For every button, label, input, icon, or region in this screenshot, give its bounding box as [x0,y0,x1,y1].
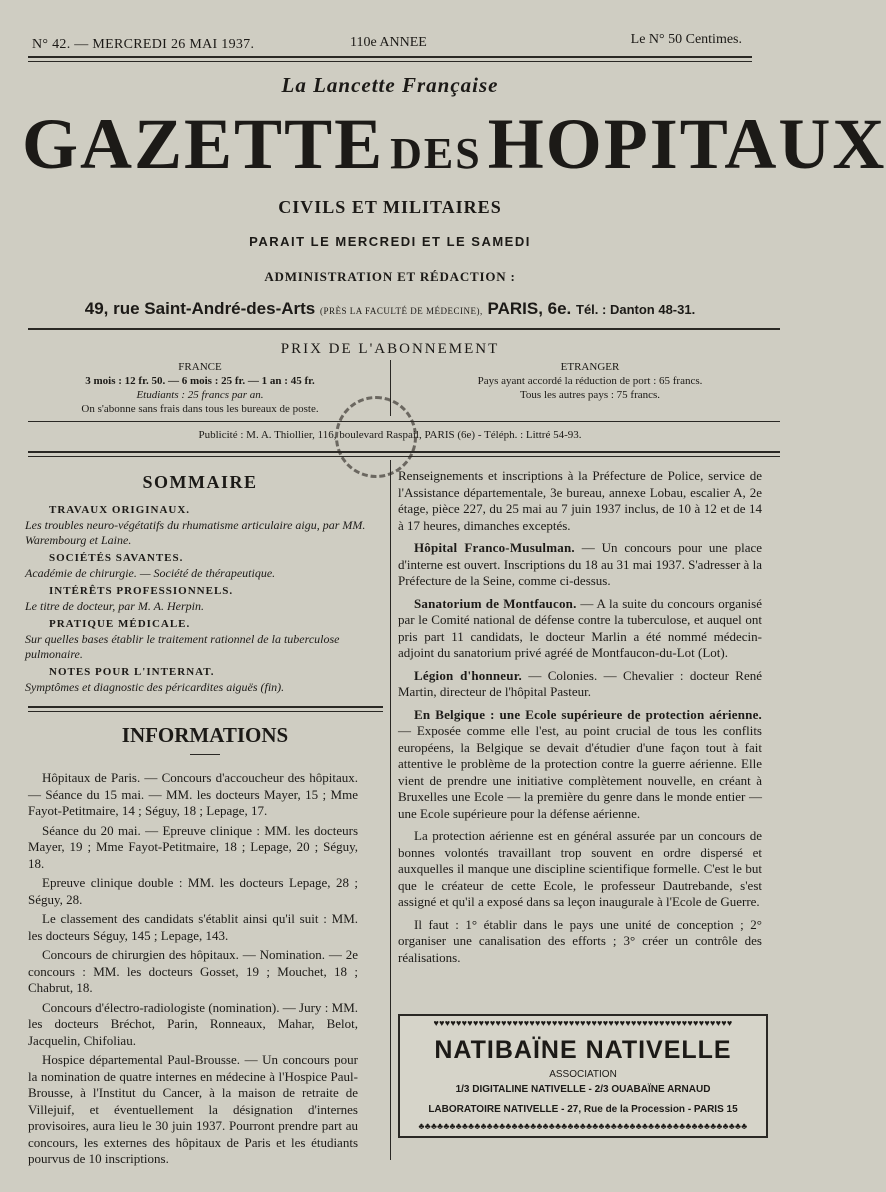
address-street: 49, rue Saint-André-des-Arts [84,299,316,318]
ad-line1: ASSOCIATION [549,1069,617,1080]
right-paragraph [398,596,762,662]
sommaire-item: Symptômes et diagnostic des péricardites aiguës (fin). [25,680,285,694]
right-paragraph [398,540,762,590]
france-prices [40,360,360,416]
address-city: PARIS, 6e. [487,299,572,318]
info-paragraph: Séance du 20 mai. — Epreuve clinique : MM. les docteurs Mayer, 19 ; Mme Fayot-Petitmaire, 18 ; Lepage, 20 ; Séguy, 18. [28,822,358,871]
title-part1: GAZETTE [22,104,385,184]
sommaire-title: SOMMAIRE [142,472,258,492]
etranger-title: ETRANGER [560,361,620,373]
ad-brand: NATIBAÏNE NATIVELLE [434,1036,732,1064]
etranger-line1: Pays ayant accordé la réduction de port : 65 francs. [477,375,703,387]
etranger-line2: Tous les autres pays : 75 francs. [519,389,661,401]
france-line1: 3 mois : 12 fr. 50. — 6 mois : 25 fr. — 1 an : 45 fr. [85,375,315,387]
column-divider [390,460,391,1160]
france-line3: On s'abonne sans frais dans tous les bureaux de poste. [81,403,319,415]
right-column [398,468,762,972]
informations-underline [190,754,220,755]
header-rule [28,56,752,58]
ad-line2: 1/3 DIGITALINE NATIVELLE - 2/3 OUABAÏNE ARNAUD [455,1084,711,1095]
sommaire-section: TRAVAUX ORIGINAUX. [49,504,191,516]
sommaire-item: Académie de chirurgie. — Société de thérapeutique. [25,566,276,580]
heart-border-bottom: ♣♣♣♣♣♣♣♣♣♣♣♣♣♣♣♣♣♣♣♣♣♣♣♣♣♣♣♣♣♣♣♣♣♣♣♣♣♣♣♣♣♣♣♣♣♣♣♣♣♣♣♣♣ [418,1121,748,1131]
etranger-prices [420,360,760,402]
address-note: (PRÈS LA FACULTÉ DE MÉDECINE), [320,306,483,316]
title-part3: HOPITAUX [487,104,886,184]
natibaine-advertisement [398,1014,768,1138]
header-rule-thin [28,61,752,62]
right-paragraph: Renseignements et inscriptions à la Préfecture de Police, service de l'Assistance départementale, 3e bureau, annexe Lobau, escalier A, 2e étage, pièce 227, du 25 mai au 7 juin 1937 inclus, de 10 à 12 et de 14 à 17 heures, dimanches exceptés. [398,468,762,533]
library-stamp [335,396,417,478]
right-heading: Légion d'honneur. [414,667,522,683]
subscription-title: PRIX DE L'ABONNEMENT [280,341,500,357]
info-paragraph: Hospice départemental Paul-Brousse. — Un concours pour la nomination de quatre internes en médecine à l'Hospice Paul-Brousse, à l'Institut du Cancer, à la maison de retraite de Villejuif, et éventuellement la désignation d'internes provisoires, aura lieu le 30 juin 1937. Pourront prendre part au concours, les externes des hôpitaux de Paris et les étudiants pourvus de 10 inscriptions. [28,1052,358,1166]
publicite-line: Publicité : M. A. Thiollier, 116, boulevard Raspail, PARIS (6e) - Téléph. : Littré 54-93. [198,429,582,441]
sommaire-section: INTÉRÊTS PROFESSIONNELS. [49,585,234,597]
sommaire-item: Les troubles neuro-végétatifs du rhumatisme articulaire aigu, par MM. Warembourg et Laine. [25,518,366,547]
info-paragraph: Epreuve clinique double : MM. les docteurs Lepage, 28 ; Séguy, 28. [28,875,358,907]
address-line [0,299,780,319]
schedule-line: PARAIT LE MERCREDI ET LE SAMEDI [249,234,531,249]
sommaire-rule-thin [28,711,383,712]
masthead-title [22,104,886,184]
year-line: 110e ANNEE [350,35,427,50]
right-paragraph [398,707,762,823]
sommaire-section: PRATIQUE MÉDICALE. [49,618,191,630]
heart-border-top: ♥♥♥♥♥♥♥♥♥♥♥♥♥♥♥♥♥♥♥♥♥♥♥♥♥♥♥♥♥♥♥♥♥♥♥♥♥♥♥♥♥♥♥♥♥♥♥♥♥♥♥♥♥ [433,1018,733,1028]
price-line: Le N° 50 Centimes. [630,32,742,47]
masthead-rule [28,328,780,330]
sommaire-section: SOCIÉTÉS SAVANTES. [49,552,184,564]
right-text: — Exposée comme elle l'est, au point crucial de tous les conflits européens, la Belgique se devait d'étudier d'une façon tout à fait attentive le problème de la protection contre la guerre aérienne. Elle vient de prendre une initiative complètement nouvelle, en créant à Bruxelles une Ecole — la première du genre dans le monde entier — une Ecole supérieure pour la défense aérienne. [398,723,762,821]
right-heading: Hôpital Franco-Musulman. [414,540,575,555]
france-title: FRANCE [178,361,222,373]
right-paragraph: La protection aérienne est en général assurée par un concours de bonnes volontés travaillant trop souvent en ordre dispersé et auxquelles il manque une discipline scientifique formelle. C'est le but que le créateur de cette Ecole, le professeur Dautrebande, s'est assigné et qu'il a exposé dans sa leçon inaugurale à l'Ecole de Guerre. [398,828,762,909]
info-paragraph: Concours de chirurgien des hôpitaux. — Nomination. — 2e concours : MM. les docteurs Gosset, 19 ; Mouchet, 18 ; Chabrut, 18. [28,947,358,995]
subtitle: CIVILS ET MILITAIRES [278,197,502,217]
right-text: — Un concours pour une place d'interne est ouvert. Inscriptions du 18 au 31 mai 1937. S'adresser à la Préfecture de la Seine, comme ci-dessus. [398,540,762,588]
right-heading: Sanatorium de Montfaucon. [414,595,577,611]
ad-line3: LABORATOIRE NATIVELLE - 27, Rue de la Procession - PARIS 15 [428,1104,738,1115]
sommaire-rule [28,706,383,708]
admin-line: ADMINISTRATION ET RÉDACTION : [264,269,516,284]
sommaire-section: NOTES POUR L'INTERNAT. [49,666,215,678]
address-tel: Tél. : Danton 48-31. [576,302,696,317]
informations-column [28,770,358,1171]
france-line2: Etudiants : 25 francs par an. [136,389,264,401]
sommaire-item: Le titre de docteur, par M. A. Herpin. [25,599,204,613]
right-paragraph: Il faut : 1° établir dans le pays une unité de conception ; 2° organiser une canalisation des efforts ; 3° créer un contrôle des réalisations. [398,916,762,965]
sommaire-list [25,500,385,695]
right-text: — Colonies. — Chevalier : docteur René Martin, directeur de l'hôpital Pasteur. [398,667,762,699]
info-paragraph: Hôpitaux de Paris. — Concours d'accoucheur des hôpitaux. — Séance du 15 mai. — MM. les docteurs Mayer, 15 ; Mme Fayot-Petitmaire, 14 ; Séguy, 18 ; Lepage, 17. [28,770,358,818]
lancette-title: La Lancette Française [281,73,499,97]
info-paragraph: Concours d'électro-radiologiste (nomination). — Jury : MM. les docteurs Bréchot, Parin, Ronneaux, Mahar, Belot, Jacquelin, Chifoliau. [28,999,358,1048]
right-text: — A la suite du concours organisé par le Comité national de défense contre la tuberculose, et auquel ont pris part 11 candidats, le docteur Marlin a été nommé médecin-adjoint du sanatorium privé agréé de Montfaucon-du-Lot (Lot). [398,595,763,660]
right-paragraph [398,668,762,701]
info-paragraph: Le classement des candidats s'établit ainsi qu'il suit : MM. les docteurs Séguy, 145 ; Lepage, 143. [28,911,358,943]
right-heading: En Belgique : une Ecole supérieure de protection aérienne. [414,706,762,722]
sommaire-item: Sur quelles bases établir le traitement rationnel de la tuberculose pulmonaire. [25,632,340,661]
issue-line: N° 42. — MERCREDI 26 MAI 1937. [32,37,255,52]
informations-title: INFORMATIONS [121,723,289,747]
title-part2: DES [390,129,482,178]
